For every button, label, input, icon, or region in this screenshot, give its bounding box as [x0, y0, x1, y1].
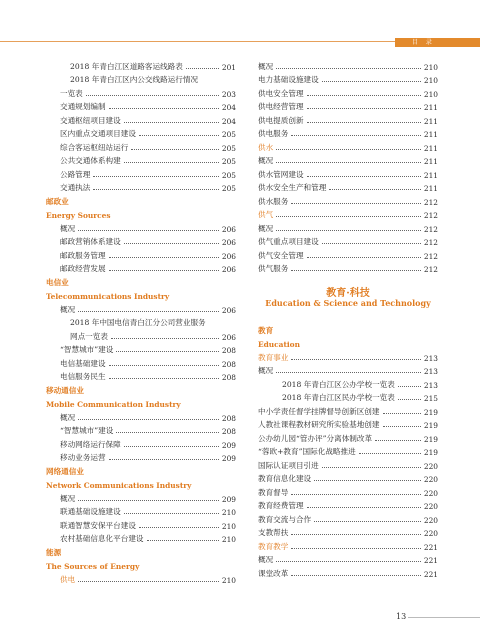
- toc-entry-page: 220: [423, 502, 438, 511]
- toc-leader-dots: [109, 107, 219, 109]
- toc-entry-title: 教育信息化建设: [258, 474, 312, 483]
- toc-entry[interactable]: [258, 126, 438, 140]
- toc-leader-dots: [78, 418, 219, 420]
- toc-entry[interactable]: [258, 552, 438, 566]
- toc-entry-page: 212: [423, 211, 438, 220]
- toc-entry-page: 205: [221, 143, 236, 153]
- toc-entry-title: 教育交流与合作: [258, 514, 312, 524]
- toc-entry[interactable]: [258, 220, 438, 234]
- toc-entry[interactable]: [46, 315, 236, 329]
- toc-entry-page: 219: [423, 448, 438, 457]
- section-heading-en: Mobile Communication Industry: [46, 400, 181, 409]
- toc-entry-title: 电信服务民生: [60, 372, 106, 381]
- toc-entry[interactable]: [258, 180, 438, 194]
- toc-entry-title: 概况: [258, 223, 274, 233]
- toc-entry-page: 210: [423, 89, 438, 99]
- toc-entry[interactable]: [258, 112, 438, 126]
- toc-entry-page: 210: [221, 535, 236, 544]
- toc-entry-title: “蓉欧+教育”国际化战略推进: [258, 447, 356, 456]
- toc-entry-page: 213: [423, 380, 438, 390]
- toc-entry-page: 211: [423, 103, 438, 112]
- toc-subsection[interactable]: [258, 207, 438, 221]
- toc-entry-page: 212: [423, 251, 438, 261]
- toc-entry-title: 供气服务: [258, 264, 289, 273]
- toc-entry-page: 213: [423, 353, 438, 363]
- toc-entry-page: 211: [423, 157, 438, 166]
- toc-leader-dots: [276, 215, 421, 217]
- toc-entry-page: 212: [423, 197, 438, 207]
- toc-entry-title: 概况: [258, 366, 274, 375]
- toc-entry-title: 概况: [258, 156, 274, 165]
- section-heading-en: Energy Sources: [46, 211, 111, 220]
- toc-leader-dots: [276, 560, 421, 562]
- toc-entry-title: 供电提质创新: [258, 115, 304, 125]
- toc-leader-dots: [111, 337, 219, 339]
- toc-leader-dots: [124, 121, 219, 123]
- toc-entry-title: 联通基础设施建设: [60, 507, 121, 516]
- toc-entry-title: 供水: [258, 142, 274, 152]
- toc-entry-page: 221: [423, 556, 438, 565]
- toc-leader-dots: [291, 574, 421, 576]
- toc-entry-page: 219: [423, 434, 438, 444]
- toc-leader-dots: [307, 175, 421, 177]
- toc-leader-dots: [307, 256, 421, 258]
- toc-entry[interactable]: [46, 342, 236, 356]
- section-heading-cn: 教育: [258, 325, 274, 335]
- toc-leader-dots: [291, 493, 421, 495]
- toc-entry-title: 交通规划编制: [60, 102, 106, 111]
- toc-leader-dots: [109, 269, 219, 271]
- toc-entry-title: 农村基础信息化平台建设: [60, 534, 144, 543]
- toc-entry-title: 交通枢纽项目建设: [60, 115, 121, 125]
- toc-entry-page: 208: [221, 413, 236, 423]
- toc-entry-page: 206: [221, 265, 236, 274]
- toc-leader-dots: [307, 94, 421, 96]
- toc-entry-page: 209: [221, 454, 236, 463]
- toc-leader-dots: [398, 385, 421, 387]
- toc-entry-title: 移动业务运营: [60, 453, 106, 462]
- section-heading-en: The Sources of Energy: [46, 562, 140, 571]
- toc-entry[interactable]: [258, 525, 438, 539]
- toc-entry[interactable]: [258, 153, 438, 167]
- toc-entry-title: 概况: [60, 304, 76, 314]
- toc-leader-dots: [307, 506, 421, 508]
- toc-leader-dots: [124, 161, 219, 163]
- toc-entry-title: “智慧城市”建设: [60, 426, 114, 435]
- toc-leader-dots: [322, 466, 421, 468]
- toc-entry[interactable]: [46, 234, 236, 248]
- toc-entry-title: 交通执法: [60, 183, 91, 192]
- toc-entry[interactable]: [46, 423, 236, 437]
- toc-entry-page: 219: [423, 407, 438, 417]
- section-heading-cn: 邮政业: [46, 196, 69, 206]
- toc-entry-page: 211: [423, 184, 438, 193]
- toc-entry[interactable]: [46, 99, 236, 113]
- toc-entry[interactable]: [258, 390, 438, 404]
- toc-entry[interactable]: [46, 58, 236, 72]
- toc-entry-title: 邮政经营发展: [60, 264, 106, 273]
- toc-leader-dots: [314, 479, 421, 481]
- toc-entry-title: 教育经费管理: [258, 501, 304, 510]
- toc-entry[interactable]: [46, 355, 236, 369]
- toc-entry[interactable]: [258, 430, 438, 444]
- toc-leader-dots: [383, 412, 421, 414]
- toc-entry-title: 教育督导: [258, 487, 289, 497]
- toc-leader-dots: [276, 161, 421, 163]
- toc-entry-title: 2018 年青白江区公办学校一览表: [282, 379, 395, 389]
- spacer: [258, 312, 438, 322]
- toc-entry-page: 201: [221, 62, 236, 72]
- toc-entry-page: 203: [221, 89, 236, 99]
- toc-entry[interactable]: [258, 58, 438, 72]
- toc-entry-title: 教育事业: [258, 352, 289, 362]
- toc-leader-dots: [291, 358, 421, 360]
- toc-entry[interactable]: [258, 457, 438, 471]
- toc-leader-dots: [398, 398, 421, 400]
- toc-right-column: [258, 58, 438, 579]
- toc-entry[interactable]: [46, 220, 236, 234]
- toc-entry-title: 电力基础设施建设: [258, 75, 319, 84]
- toc-entry-page: 212: [423, 238, 438, 247]
- section-heading-en: Telecommunications Industry: [46, 292, 170, 301]
- toc-entry[interactable]: [258, 471, 438, 485]
- toc-entry-title: 供气重点项目建设: [258, 237, 319, 246]
- toc-entry-page: 212: [423, 224, 438, 234]
- toc-entry-page: 220: [423, 529, 438, 538]
- toc-entry-page: 205: [221, 170, 236, 180]
- toc-entry[interactable]: [46, 504, 236, 518]
- toc-entry-page: 210: [221, 521, 236, 531]
- toc-leader-dots: [78, 499, 219, 501]
- toc-entry[interactable]: [258, 511, 438, 525]
- toc-left-column: [46, 58, 236, 585]
- toc-entry[interactable]: [46, 490, 236, 504]
- toc-entry-title: 2018 年中国电信青白江分公司营业服务: [70, 318, 206, 327]
- toc-entry[interactable]: [46, 436, 236, 450]
- section-heading-cn: 移动通信业: [46, 385, 84, 395]
- toc-entry-page: 205: [221, 157, 236, 166]
- toc-entry[interactable]: [258, 166, 438, 180]
- toc-entry[interactable]: [258, 403, 438, 417]
- toc-leader-dots: [276, 229, 421, 231]
- toc-leader-dots: [322, 80, 421, 82]
- toc-entry[interactable]: [258, 484, 438, 498]
- toc-entry-title: 移动网络运行保障: [60, 439, 121, 449]
- toc-leader-dots: [291, 134, 421, 136]
- header-tab: 目 录: [395, 38, 480, 47]
- toc-entry-page: 210: [221, 575, 236, 585]
- toc-entry-page: 204: [221, 103, 236, 112]
- toc-entry-title: 供电安全管理: [258, 88, 304, 98]
- toc-entry-page: 210: [221, 508, 236, 517]
- toc-entry-title: 电信基础建设: [60, 358, 106, 368]
- toc-entry[interactable]: [258, 99, 438, 113]
- toc-subsection[interactable]: [258, 538, 438, 552]
- toc-entry-title: 公路管理: [60, 169, 91, 179]
- toc-entry[interactable]: [258, 363, 438, 377]
- toc-entry-page: 206: [221, 224, 236, 234]
- toc-leader-dots: [109, 377, 219, 379]
- toc-leader-dots: [124, 512, 219, 514]
- toc-entry[interactable]: [258, 234, 438, 248]
- toc-entry[interactable]: [46, 369, 236, 383]
- toc-leader-dots: [93, 188, 219, 190]
- toc-leader-dots: [78, 310, 219, 312]
- toc-entry-page: 211: [423, 116, 438, 126]
- toc-leader-dots: [322, 242, 421, 244]
- toc-entry-title: 课堂改革: [258, 568, 289, 578]
- toc-entry[interactable]: [46, 72, 236, 86]
- toc-entry-page: 219: [423, 421, 438, 430]
- toc-entry-page: 206: [221, 332, 236, 342]
- toc-entry-title: 概况: [258, 61, 274, 71]
- toc-leader-dots: [147, 539, 219, 541]
- toc-leader-dots: [276, 148, 421, 150]
- toc-leader-dots: [307, 107, 421, 109]
- toc-entry[interactable]: [46, 180, 236, 194]
- toc-entry-page: 220: [423, 488, 438, 498]
- toc-leader-dots: [131, 148, 219, 150]
- toc-entry[interactable]: [258, 72, 438, 86]
- toc-entry[interactable]: [46, 261, 236, 275]
- toc-leader-dots: [109, 364, 219, 366]
- header-bar: [0, 38, 480, 46]
- toc-entry[interactable]: [46, 328, 236, 342]
- toc-entry[interactable]: [258, 498, 438, 512]
- toc-leader-dots: [93, 175, 219, 177]
- toc-leader-dots: [276, 371, 421, 373]
- chapter-title-cn: 教育·科技: [326, 288, 370, 299]
- toc-entry-title: 支教帮扶: [258, 528, 289, 537]
- toc-entry-title: 联通智慧安保平台建设: [60, 520, 136, 530]
- toc-leader-dots: [291, 269, 421, 271]
- toc-entry[interactable]: [258, 417, 438, 431]
- toc-entry-page: 205: [221, 130, 236, 139]
- toc-leader-dots: [359, 452, 421, 454]
- toc-entry-page: 208: [221, 427, 236, 436]
- toc-entry-page: 213: [423, 367, 438, 376]
- toc-entry-page: 220: [423, 515, 438, 525]
- toc-entry-page: 209: [221, 494, 236, 504]
- toc-leader-dots: [291, 202, 421, 204]
- toc-entry-page: 211: [423, 130, 438, 139]
- toc-entry[interactable]: [46, 450, 236, 464]
- toc-entry[interactable]: [46, 85, 236, 99]
- toc-entry[interactable]: [46, 517, 236, 531]
- chapter-title-en: Education & Science and Technology: [265, 298, 431, 308]
- toc-entry-title: 供气: [258, 210, 274, 219]
- toc-entry-page: 221: [423, 569, 438, 579]
- toc-leader-dots: [116, 431, 219, 433]
- toc-entry-title: 国际认证项目引进: [258, 460, 319, 470]
- toc-entry-page: 211: [423, 143, 438, 153]
- toc-leader-dots: [86, 94, 219, 96]
- toc-entry[interactable]: [258, 261, 438, 275]
- toc-entry[interactable]: [46, 247, 236, 261]
- section-heading-cn: 电信业: [46, 277, 69, 287]
- toc-leader-dots: [78, 580, 219, 582]
- toc-entry-title: 公办幼儿园“管办评”分离体制改革: [258, 433, 373, 443]
- toc-entry[interactable]: [258, 247, 438, 261]
- toc-leader-dots: [109, 458, 219, 460]
- section-heading-cn: 网络通信业: [46, 466, 84, 476]
- toc-leader-dots: [116, 350, 219, 352]
- toc-entry-title: 人教社课程教材研究所实验基地创建: [258, 420, 380, 429]
- toc-leader-dots: [124, 242, 219, 244]
- footer-rule: [408, 617, 480, 618]
- toc-entry[interactable]: [46, 112, 236, 126]
- toc-entry-title: 网点一览表: [70, 331, 108, 341]
- toc-entry-title: 供水服务: [258, 196, 289, 206]
- toc-subsection[interactable]: [258, 349, 438, 363]
- toc-entry[interactable]: [46, 531, 236, 545]
- toc-entry-title: 供气安全管理: [258, 250, 304, 260]
- section-heading-en: Education: [258, 340, 300, 349]
- header-rule: [0, 41, 395, 42]
- toc-leader-dots: [314, 520, 421, 522]
- toc-entry[interactable]: [258, 376, 438, 390]
- toc-entry-page: 208: [221, 346, 236, 355]
- toc-entry-page: 208: [221, 373, 236, 382]
- toc-entry-title: 公共交通体系构建: [60, 156, 121, 165]
- toc-entry-page: 206: [221, 305, 236, 315]
- toc-leader-dots: [383, 425, 421, 427]
- toc-entry-title: 2018 年青白江区道路客运线路表: [70, 61, 183, 71]
- toc-entry-title: 供电服务: [258, 129, 289, 138]
- toc-entry-page: 212: [423, 265, 438, 274]
- toc-entry-page: 209: [221, 440, 236, 450]
- toc-entry-page: 220: [423, 461, 438, 471]
- toc-entry-page: 221: [423, 542, 438, 552]
- toc-leader-dots: [276, 67, 421, 69]
- section-heading-cn: 能源: [46, 547, 62, 557]
- toc-entry-title: 综合客运枢纽站运行: [60, 142, 129, 152]
- section-heading-en: Network Communications Industry: [46, 481, 192, 490]
- toc-entry-title: 供水管网建设: [258, 169, 304, 179]
- toc-entry-title: 概况: [60, 493, 76, 503]
- toc-entry-page: 206: [221, 251, 236, 261]
- toc-leader-dots: [291, 533, 421, 535]
- toc-entry-title: 一览表: [60, 88, 83, 98]
- toc-leader-dots: [186, 67, 219, 69]
- toc-entry-title: 供电经营管理: [258, 102, 304, 111]
- toc-entry-page: 210: [423, 76, 438, 85]
- toc-entry-page: 206: [221, 238, 236, 247]
- toc-entry-page: 208: [221, 359, 236, 369]
- toc-entry-title: 区内重点交通项目建设: [60, 129, 136, 138]
- toc-entry[interactable]: [46, 139, 236, 153]
- toc-leader-dots: [78, 229, 219, 231]
- toc-entry-title: 2018 年青白江区民办学校一览表: [282, 393, 395, 402]
- toc-leader-dots: [329, 188, 421, 190]
- toc-leader-dots: [307, 121, 421, 123]
- toc-entry-title: “智慧城市”建设: [60, 345, 114, 354]
- toc-entry-title: 概况: [60, 223, 76, 233]
- toc-leader-dots: [109, 256, 219, 258]
- toc-entry[interactable]: [46, 126, 236, 140]
- toc-subsection[interactable]: [258, 139, 438, 153]
- toc-leader-dots: [139, 134, 219, 136]
- toc-leader-dots: [375, 439, 421, 441]
- toc-entry-title: 概况: [60, 412, 76, 422]
- toc-entry-page: 210: [423, 62, 438, 72]
- toc-entry-title: 邮政服务管理: [60, 250, 106, 260]
- toc-entry[interactable]: [258, 565, 438, 579]
- toc-entry-title: 2018 年青白江区内公交线路运行情况: [70, 75, 199, 84]
- toc-entry-title: 邮政营销体系建设: [60, 237, 121, 246]
- toc-entry-page: 211: [423, 170, 438, 180]
- toc-entry[interactable]: [46, 409, 236, 423]
- toc-leader-dots: [139, 526, 219, 528]
- toc-leader-dots: [124, 445, 219, 447]
- toc-subsection[interactable]: [46, 571, 236, 585]
- toc-entry-title: 中小学责任督学挂牌督导创新区创建: [258, 406, 380, 416]
- page-number: 13: [396, 612, 407, 621]
- toc-entry-title: 概况: [258, 555, 274, 564]
- toc-entry[interactable]: [46, 166, 236, 180]
- toc-entry-page: 220: [423, 475, 438, 484]
- toc-leader-dots: [291, 547, 421, 549]
- toc-entry[interactable]: [46, 301, 236, 315]
- toc-entry-page: 215: [423, 394, 438, 403]
- toc-entry-page: 204: [221, 116, 236, 126]
- toc-entry-title: 教育教学: [258, 541, 289, 551]
- toc-entry[interactable]: [258, 444, 438, 458]
- toc-entry[interactable]: [258, 193, 438, 207]
- toc-entry-page: 205: [221, 184, 236, 193]
- toc-entry-title: 供电: [60, 574, 76, 584]
- toc-entry-title: 供水安全生产和管理: [258, 183, 327, 192]
- toc-entry[interactable]: [46, 153, 236, 167]
- toc-entry[interactable]: [258, 85, 438, 99]
